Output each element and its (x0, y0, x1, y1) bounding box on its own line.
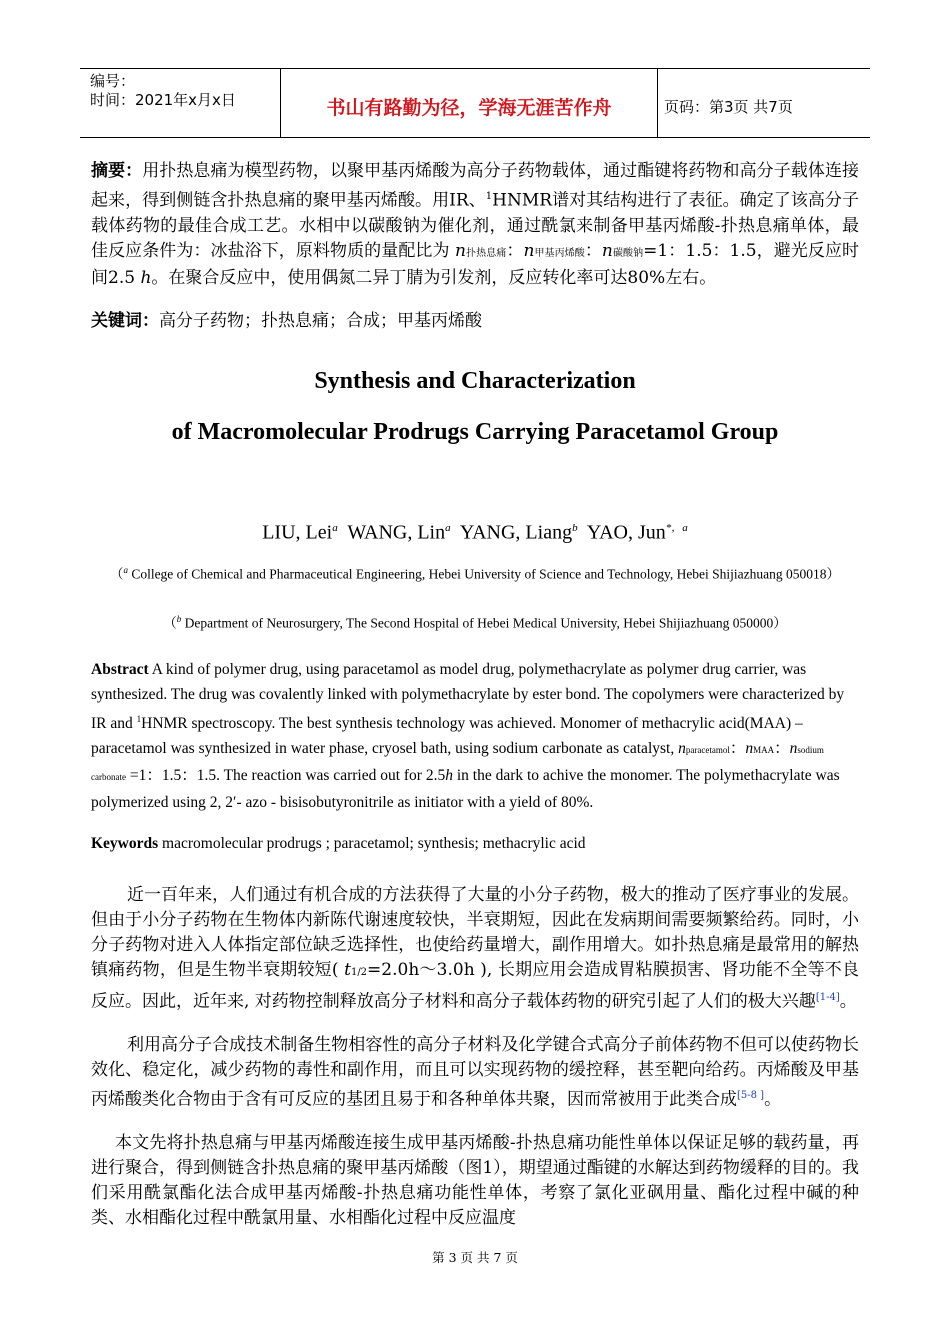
body-paragraph-2 (91, 1033, 859, 1113)
abstract-cn-n: n (523, 240, 535, 261)
abstract-en-sub-c: sodium carbonate (91, 745, 824, 783)
abstract-cn-colon: ： (584, 240, 602, 261)
document-number-label: 编号： (90, 72, 136, 90)
affiliation-b-sup: b (176, 614, 182, 624)
abstract-cn-sub-a: 扑热息痛 (465, 247, 507, 259)
citation-5-8[interactable]: [5-8 ] (737, 1090, 765, 1101)
abstract-cn-n: n (601, 240, 613, 261)
abstract-en-h: h (445, 767, 453, 785)
abstract-en-n: n (678, 740, 686, 758)
author-4-sup: *，a (665, 522, 688, 534)
abstract-cn (91, 159, 859, 291)
keywords-en (91, 831, 861, 856)
keywords-cn-text: 高分子药物；扑热息痛；合成；甲基丙烯酸 (159, 311, 482, 331)
author-4: YAO, Jun (586, 521, 666, 544)
affiliation-a-sup: a (123, 565, 128, 575)
abstract-en-colon: ： (774, 740, 790, 758)
body-p2-text-b: 。 (764, 1089, 782, 1110)
keywords-cn (91, 309, 859, 334)
affiliation-b (100, 607, 850, 636)
abstract-cn-sub-b: 甲基丙烯酸 (534, 247, 585, 259)
abstract-en-n: n (789, 740, 798, 758)
abstract-en-text-3: in the dark to achive the monomer. The polymethacrylate was polymerized using 2, 2′- azo - bisisobutyronitrile as initiator with a yield of 80%. (91, 767, 840, 812)
author-1: LIU, Lei (262, 521, 333, 544)
body-p1-t: t (344, 960, 351, 980)
keywords-cn-label: 关键词： (91, 311, 159, 331)
author-1-sup: a (332, 522, 338, 534)
affiliation-b-text: Department of Neurosurgery, The Second Hospital of Hebei Medical University, Hebei Shijiazhuang 050000） (181, 615, 787, 631)
body-p2-text-a: 利用高分子合成技术制备生物相容性的高分子材料及化学键合式高分子前体药物不但可以使药物长效化、稳定化，减少药物的毒性和副作用，而且可以实现药物的缓控释，甚至靶向给药。丙烯酸及甲基丙烯酸类化合物由于含有可反应的基团且易于和各种单体共聚，因而常被用于此类合成 (91, 1035, 859, 1110)
abstract-cn-h: h (140, 267, 152, 288)
abstract-cn-sup: 1 (485, 191, 493, 202)
abstract-en-text-1: A kind of polymer drug, using paracetamol as model drug, polymethacrylate as polymer drug carrier, was synthesized. The drug was covalently linked with polymethacrylate by ester bond. The copolymers were characterized by IR and (91, 661, 845, 733)
body-p1-tsub: 1/2 (350, 967, 368, 978)
abstract-en-sup: 1 (136, 714, 142, 724)
abstract-cn-ratio: =1：1.5：1.5，避光反应时间2.5 (91, 240, 860, 288)
abstract-en-colon: ： (729, 740, 746, 758)
affiliation-b-open: （ (163, 615, 177, 631)
abstract-en-text-2: HNMR spectroscopy. The best synthesis technology was achieved. Monomer of methacrylic acid(MAA) –paracetamol was synthesized in water phase, cryosel bath, using sodium carbonate as catalyst, (91, 715, 803, 758)
body-p1-text-a: 近一百年来，人们通过有机合成的方法获得了大量的小分子药物，极大的推动了医疗事业的发展。但由于小分子药物在生物体内新陈代谢速度较快，半衰期短，因此在发病期间需要频繁给药。同时，小分子药物对进入人体指定部位缺乏选择性，也使给药量增大，副作用增大。如扑热息痛是最常用的解热镇痛药物，但是生物半衰期较短( (91, 885, 859, 980)
citation-1-4[interactable]: [1-4] (815, 992, 840, 1003)
body-paragraph-1 (91, 883, 859, 1015)
body-p1-text-c: 。 (839, 991, 857, 1012)
abstract-cn-text-1: 用扑热息痛为模型药物，以聚甲基丙烯酸为高分子药物载体，通过酯键将药物和高分子载体连接起来，得到侧链含扑热息痛的聚甲基丙烯酸。用IR、 (91, 161, 860, 211)
author-2-sup: a (445, 522, 451, 534)
abstract-cn-text-3: 。在聚合反应中，使用偶氮二异丁腈为引发剂，反应转化率可达80%左右。 (151, 267, 717, 288)
abstract-en (91, 657, 861, 815)
abstract-en-sub-a: paracetamol (685, 745, 730, 756)
keywords-en-text: macromolecular prodrugs ; paracetamol; synthesis; methacrylic acid (158, 835, 586, 852)
keywords-en-label: Keywords (91, 835, 159, 852)
abstract-en-label: Abstract (91, 661, 149, 678)
abstract-en-sub-b: MAA (753, 745, 775, 756)
author-3: YANG, Liang (459, 521, 573, 544)
header-left-cell (80, 69, 281, 137)
body-p1-text-b: =2.0h～3.0h ), 长期应用会造成胃粘膜损害、肾功能不全等不良反应。因此，近年来, 对药物控制释放高分子材料和高分子载体药物的研究引起了人们的极大兴趣 (91, 960, 859, 1012)
header-page-info: 页码：第3页 共7页 (664, 97, 793, 116)
abstract-en-ratio: =1：1.5：1.5. The reaction was carried out for 2.5 (125, 767, 446, 785)
author-2: WANG, Lin (347, 521, 446, 544)
abstract-cn-text-2: HNMR谱对其结构进行了表征。确定了该高分子载体药物的最佳合成工艺。水相中以碳酸钠为催化剂，通过酰氯来制备甲基丙烯酸-扑热息痛单体，最佳反应条件为：冰盐浴下，原料物质的量配比为 (91, 190, 859, 261)
author-3-sup: b (572, 522, 578, 534)
header-motto: 书山有路勤为径，学海无涯苦作舟 (281, 69, 658, 137)
author-list (0, 519, 950, 545)
header-table (80, 68, 870, 138)
abstract-cn-sub-c: 碳酸钠 (612, 247, 644, 259)
affiliation-a-open: （ (109, 566, 124, 582)
english-title-line-2: of Macromolecular Prodrugs Carrying Paracetamol Group (171, 419, 779, 445)
page-footer: 第 3 页 共 7 页 (432, 1250, 518, 1265)
affiliation-a-text: College of Chemical and Pharmaceutical Engineering, Hebei University of Science and Technology, Hebei Shijiazhuang 050018） (127, 566, 841, 582)
abstract-cn-label: 摘要： (91, 161, 143, 181)
abstract-en-n: n (745, 740, 754, 758)
document-time-label: 时间：2021年x月x日 (90, 91, 236, 109)
body-paragraph-3: 本文先将扑热息痛与甲基丙烯酸连接生成甲基丙烯酸-扑热息痛功能性单体以保证足够的载药量，再进行聚合，得到侧链含扑热息痛的聚甲基丙烯酸（图1），期望通过酯键的水解达到药物缓释的目的。我们采用酰氯酯化法合成甲基丙烯酸-扑热息痛功能性单体，考察了氯化亚砜用量、酯化过程中碱的种类、水相酯化过程中酰氯用量、水相酯化过程中反应温度 (91, 1133, 859, 1228)
abstract-cn-n: n (455, 240, 466, 261)
english-title-line-1: Synthesis and Characterization (314, 368, 636, 394)
affiliation-a (100, 558, 850, 587)
abstract-cn-colon: ： (506, 240, 524, 261)
